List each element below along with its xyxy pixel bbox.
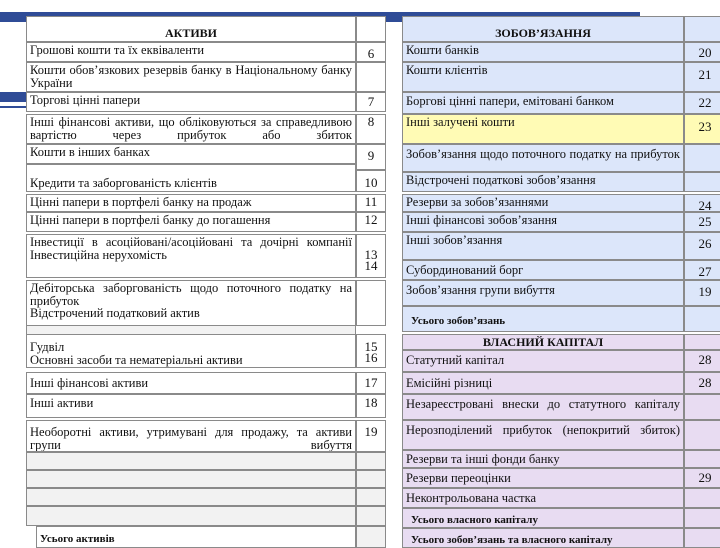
- liability-row: Резерви за зобов’язаннями: [402, 194, 684, 212]
- equity-note: [684, 420, 720, 450]
- asset-label: Інші фінансові активи, що обліковуються за справедливою вартістю через прибуток або збиток: [30, 115, 352, 142]
- liability-note: [684, 172, 720, 192]
- liability-note: 24: [684, 194, 720, 212]
- asset-empty-row: [356, 470, 386, 488]
- asset-row-cash: [26, 42, 356, 62]
- grand-total-label: Усього зобов’язань та власного капіталу: [402, 528, 684, 548]
- asset-note: 6: [356, 42, 386, 62]
- asset-note: 9: [356, 144, 386, 170]
- asset-label: Грошові кошти та їх еквіваленти: [30, 43, 205, 57]
- liability-note: [684, 144, 720, 172]
- liability-note: 21: [684, 62, 720, 92]
- equity-row: Неконтрольована частка: [402, 488, 684, 508]
- equity-note: [684, 450, 720, 468]
- equity-row: Незареєстровані внески до статутного капіталу: [402, 394, 684, 420]
- asset-label: Гудвіл: [30, 340, 65, 354]
- asset-note: 12: [356, 212, 386, 232]
- assets-total-label: Усього активів: [36, 526, 356, 548]
- liability-note: 25: [684, 212, 720, 232]
- asset-row-held-for-sale: [26, 420, 356, 452]
- equity-note: [684, 394, 720, 420]
- asset-empty-row: [356, 488, 386, 506]
- liability-row: Зобов’язання щодо поточного податку на прибуток: [402, 144, 684, 172]
- liability-row: Кошти клієнтів: [402, 62, 684, 92]
- assets-header: АКТИВИ: [26, 16, 356, 42]
- asset-label: Інвестиційна нерухомість: [30, 247, 167, 262]
- liability-note: 19: [684, 280, 720, 306]
- asset-label: Торгові цінні папери: [30, 93, 141, 107]
- equity-note: 28: [684, 350, 720, 372]
- asset-row-goodwill: [26, 334, 356, 368]
- equity-header-num: [684, 334, 720, 350]
- asset-note: [356, 62, 386, 92]
- asset-label: Інші фінансові активи: [30, 376, 149, 390]
- liability-row: Кошти банків: [402, 42, 684, 62]
- asset-empty-row: [356, 506, 386, 526]
- liability-note: 27: [684, 260, 720, 280]
- equity-note: 29: [684, 468, 720, 488]
- liability-row: Інші зобов’язання: [402, 232, 684, 260]
- asset-row-htm: [26, 212, 356, 232]
- asset-row-reserves: [26, 62, 356, 92]
- asset-note: 7: [356, 92, 386, 112]
- asset-empty-row: [26, 488, 356, 506]
- liability-row: Зобов’язання групи вибуття: [402, 280, 684, 306]
- asset-row-due-from-banks: [26, 144, 356, 164]
- equity-header: ВЛАСНИЙ КАПІТАЛ: [402, 334, 684, 350]
- liability-row: Інші фінансові зобов’язання: [402, 212, 684, 232]
- equity-row: Резерви переоцінки: [402, 468, 684, 488]
- asset-row-other: [26, 394, 356, 418]
- assets-total-num: [356, 526, 386, 548]
- asset-note: 17: [356, 372, 386, 394]
- asset-empty-row: [26, 470, 356, 488]
- asset-row-tax: [26, 280, 356, 326]
- asset-label: Кошти обов’язкових резервів банку в Національному банку України: [30, 63, 352, 90]
- asset-row-investments: [26, 234, 356, 278]
- asset-label: Інші активи: [30, 396, 94, 410]
- asset-note: 15 16: [356, 334, 386, 368]
- asset-empty-row: [26, 506, 356, 526]
- asset-row-other-financial: [26, 372, 356, 394]
- liability-note: 26: [684, 232, 720, 260]
- liability-note: 22: [684, 92, 720, 114]
- liabilities-header-num: [684, 16, 720, 42]
- asset-label: Необоротні активи, утримувані для продажу, та активи групи вибуття: [30, 425, 352, 452]
- asset-label: Інвестиції в асоційовані/асоційовані та дочірні компанії: [30, 235, 352, 249]
- liability-note: 20: [684, 42, 720, 62]
- asset-note: [356, 280, 386, 326]
- liability-row: Відстрочені податкові зобов’язання: [402, 172, 684, 192]
- asset-label: Дебіторська заборгованість щодо поточного податку на прибуток: [30, 281, 352, 308]
- asset-note: 13 14: [356, 234, 386, 278]
- equity-note: [684, 488, 720, 508]
- asset-note: 18: [356, 394, 386, 418]
- asset-row-loans: [26, 164, 356, 192]
- asset-note: 10: [356, 170, 386, 192]
- asset-empty-row: [26, 452, 356, 470]
- equity-total-label: Усього власного капіталу: [402, 508, 684, 528]
- asset-note: 8: [356, 114, 386, 144]
- asset-row-trading-securities: [26, 92, 356, 112]
- assets-header-num: [356, 16, 386, 42]
- equity-row: Статутний капітал: [402, 350, 684, 372]
- asset-note: 19: [356, 420, 386, 452]
- liabilities-header: ЗОБОВ’ЯЗАННЯ: [402, 16, 684, 42]
- balance-sheet-table: [26, 8, 720, 548]
- equity-total-num: [684, 508, 720, 528]
- asset-label: Основні засоби та нематеріальні активи: [30, 352, 243, 367]
- asset-row-afs: [26, 194, 356, 212]
- asset-label: Кошти в інших банках: [30, 145, 151, 159]
- equity-row: Резерви та інші фонди банку: [402, 450, 684, 468]
- asset-label: Кредити та заборгованість клієнтів: [30, 176, 217, 190]
- equity-row: Нерозподілений прибуток (непокритий збиток): [402, 420, 684, 450]
- asset-label: Цінні папери в портфелі банку до погашення: [30, 213, 271, 227]
- grand-total-num: [684, 528, 720, 548]
- liability-row: Боргові цінні папери, емітовані банком: [402, 92, 684, 114]
- asset-empty-row: [356, 452, 386, 470]
- liability-row: Субординований борг: [402, 260, 684, 280]
- asset-label: Цінні папери в портфелі банку на продаж: [30, 195, 252, 209]
- liability-note: 23: [684, 114, 720, 144]
- asset-row-fvtpl: [26, 114, 356, 144]
- equity-note: 28: [684, 372, 720, 394]
- liabilities-total-num: [684, 306, 720, 332]
- asset-spacer: [26, 326, 356, 334]
- asset-label: Відстрочений податковий актив: [30, 306, 200, 320]
- liabilities-total-label: Усього зобов’язань: [402, 306, 684, 332]
- asset-note: 11: [356, 194, 386, 212]
- liability-row-highlighted: Інші залучені кошти: [402, 114, 684, 144]
- equity-row: Емісійні різниці: [402, 372, 684, 394]
